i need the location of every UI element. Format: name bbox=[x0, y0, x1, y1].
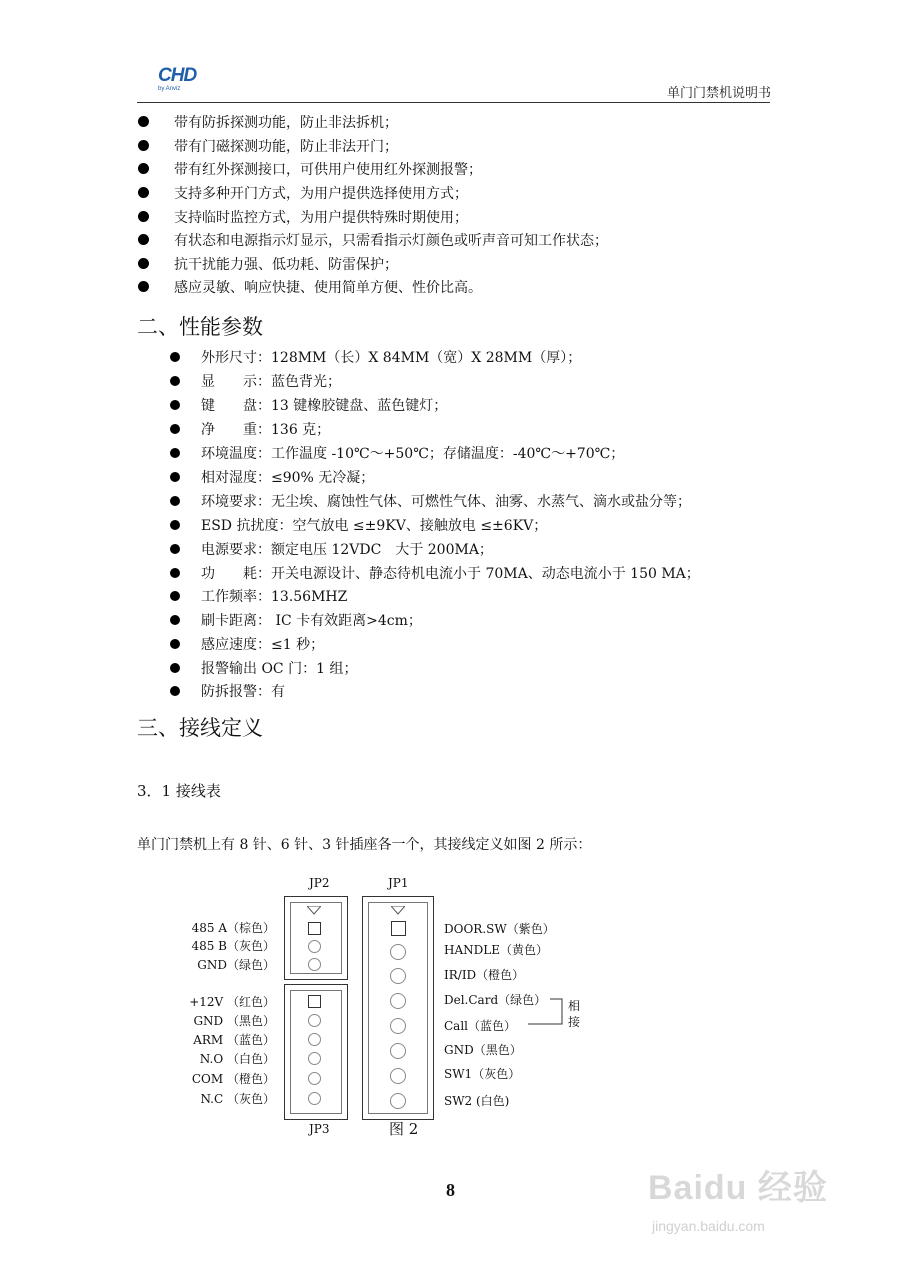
jp1-pin bbox=[390, 1093, 406, 1109]
jp1-pin-label: SW1（灰色） bbox=[444, 1067, 521, 1081]
subsection-heading-wiring-table: 3．1 接线表 bbox=[137, 782, 221, 800]
jp3-pin bbox=[308, 1052, 321, 1065]
bullet-icon bbox=[170, 615, 180, 625]
jp1-pin-label: DOOR.SW（紫色） bbox=[444, 922, 555, 936]
bullet-icon bbox=[138, 211, 149, 222]
bullet-icon bbox=[170, 376, 180, 386]
jp1-pin bbox=[390, 993, 406, 1009]
section-heading-wiring: 三、接线定义 bbox=[137, 716, 263, 740]
header-title: 单门门禁机说明书 bbox=[666, 86, 771, 101]
bullet-icon bbox=[170, 520, 180, 530]
jp1-pin-label: Del.Card（绿色） bbox=[444, 993, 547, 1007]
bullet-icon bbox=[138, 234, 149, 245]
jp3-pin bbox=[308, 1092, 321, 1105]
jp2-pin-label: 485 A（棕色） bbox=[191, 921, 275, 935]
section-heading-performance: 二、性能参数 bbox=[137, 315, 263, 339]
bullet-icon bbox=[170, 686, 180, 696]
header-divider bbox=[137, 102, 770, 103]
jp1-pin bbox=[390, 1068, 406, 1084]
bullet-icon bbox=[170, 568, 180, 578]
jp2-pin bbox=[308, 940, 321, 953]
jp1-pin bbox=[390, 1043, 406, 1059]
jp1-pin-square bbox=[391, 921, 406, 936]
bullet-icon bbox=[138, 116, 149, 127]
bullet-icon bbox=[170, 639, 180, 649]
bullet-icon bbox=[138, 258, 149, 269]
watermark-url: jingyan.baidu.com bbox=[652, 1218, 765, 1234]
bullet-icon bbox=[138, 281, 149, 292]
jp2-pin-label: GND（绿色） bbox=[197, 958, 275, 972]
bullet-icon bbox=[170, 448, 180, 458]
bracket-label: 接 bbox=[568, 1015, 581, 1029]
jp1-key-triangle-icon bbox=[391, 906, 405, 915]
watermark-logo: Baidu 经验 bbox=[648, 1169, 828, 1207]
jp2-pin-square bbox=[308, 922, 321, 935]
jp3-pin bbox=[308, 1033, 321, 1046]
jp3-pin bbox=[308, 1072, 321, 1085]
bullet-icon bbox=[138, 163, 149, 174]
bullet-icon bbox=[170, 663, 180, 673]
bullet-icon bbox=[170, 544, 180, 554]
jp1-pin-label: SW2 (白色) bbox=[444, 1094, 510, 1108]
jp1-label: JP1 bbox=[388, 876, 409, 890]
jp1-pin-label: GND（黑色） bbox=[444, 1043, 522, 1057]
jp3-pin-label: N.C （灰色） bbox=[200, 1092, 275, 1106]
wiring-intro: 单门门禁机上有 8 针、6 针、3 针插座各一个，其接线定义如图 2 所示： bbox=[137, 837, 592, 853]
jp3-pin-label: +12V （红色） bbox=[189, 995, 275, 1009]
jp2-pin-label: 485 B（灰色） bbox=[191, 939, 275, 953]
figure-caption: 图 2 bbox=[389, 1120, 419, 1138]
bullet-icon bbox=[170, 352, 180, 362]
jp3-pin-label: COM （橙色） bbox=[191, 1072, 275, 1086]
logo-subtext: by Anviz bbox=[158, 86, 181, 92]
jp2-pin bbox=[308, 958, 321, 971]
jp1-pin bbox=[390, 968, 406, 984]
bullet-icon bbox=[170, 496, 180, 506]
bullet-icon bbox=[170, 400, 180, 410]
jp3-pin-label: ARM （蓝色） bbox=[193, 1033, 275, 1047]
jp3-pin-label: N.O （白色） bbox=[199, 1052, 275, 1066]
jp2-key-triangle-icon bbox=[307, 906, 321, 915]
jp3-label: JP3 bbox=[309, 1122, 330, 1136]
bullet-icon bbox=[138, 187, 149, 198]
jp1-pin bbox=[390, 944, 406, 960]
jp1-pin-label: Call（蓝色） bbox=[444, 1019, 517, 1033]
bullet-icon bbox=[170, 591, 180, 601]
company-logo bbox=[158, 66, 208, 100]
jp3-pin-label: GND （黑色） bbox=[193, 1014, 275, 1028]
logo-text: CHD bbox=[158, 65, 197, 86]
jp1-pin-label: HANDLE（黄色） bbox=[444, 943, 548, 957]
jp1-pin-label: IR/ID（橙色） bbox=[444, 968, 525, 982]
jp3-pin-square bbox=[308, 995, 321, 1008]
page-number: 8 bbox=[446, 1180, 455, 1200]
bullet-icon bbox=[170, 424, 180, 434]
jp1-pin bbox=[390, 1018, 406, 1034]
jp2-label: JP2 bbox=[309, 876, 330, 890]
connection-bracket bbox=[520, 996, 566, 1028]
jp3-pin bbox=[308, 1014, 321, 1027]
bullet-icon bbox=[170, 472, 180, 482]
bracket-label: 相 bbox=[568, 999, 581, 1013]
bullet-icon bbox=[138, 140, 149, 151]
